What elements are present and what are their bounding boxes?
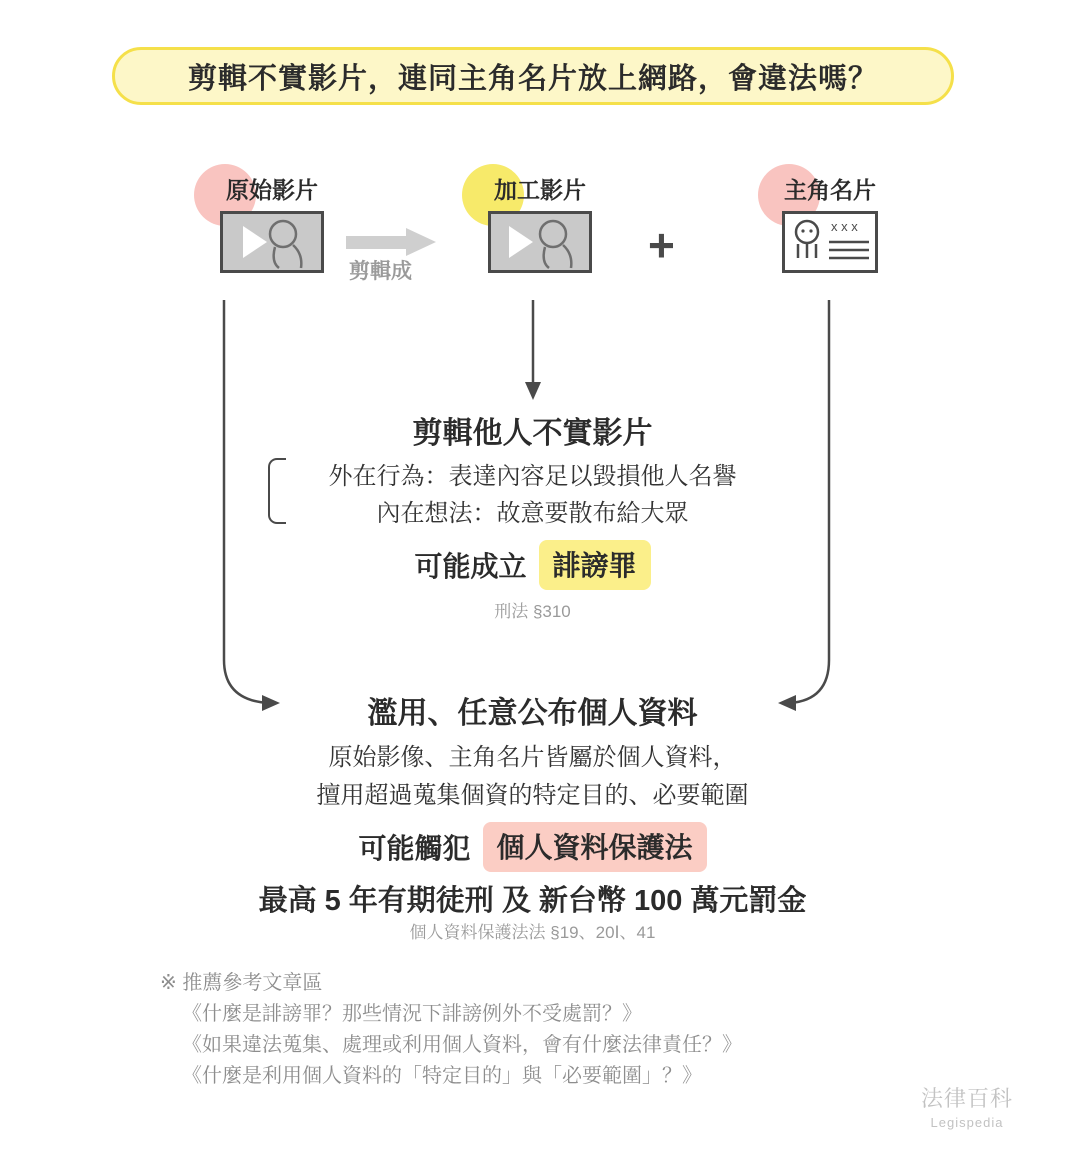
node-source-video xyxy=(172,172,372,273)
name-card-label: 主角名片 xyxy=(784,177,876,203)
edited-video-label: 加工影片 xyxy=(494,177,586,203)
privacy-law-ref: 個人資料保護法法 §19、20Ⅰ、41 xyxy=(409,923,656,942)
page-title-banner xyxy=(112,47,954,105)
defamation-result-row xyxy=(0,540,1065,590)
source-video-label: 原始影片 xyxy=(226,177,318,203)
svg-text:x x x: x x x xyxy=(831,219,858,234)
reference-link[interactable]: 《如果違法蒐集、處理或利用個人資料，會有什麼法律責任？》 xyxy=(182,1034,742,1056)
privacy-result-row xyxy=(0,822,1065,872)
defamation-result-tag: 誹謗罪 xyxy=(539,540,651,590)
reference-link[interactable]: 《什麼是利用個人資料的「特定目的」與「必要範圍」？》 xyxy=(182,1065,702,1087)
node-edited-video xyxy=(440,172,640,273)
defamation-result-lead: 可能成立 xyxy=(414,551,527,582)
reference-link[interactable]: 《什麼是誹謗罪？那些情況下誹謗例外不受處罰？》 xyxy=(182,1003,642,1025)
brand-name-cn: 法律百科 xyxy=(920,1086,1013,1111)
privacy-result-tag: 個人資料保護法 xyxy=(483,822,707,872)
video-doodle-icon xyxy=(223,214,321,270)
privacy-penalty: 最高 5 年有期徒刑 及 新台幣 100 萬元罰金 xyxy=(258,885,807,917)
privacy-line-1: 原始影像、主角名片皆屬於個人資料， xyxy=(328,744,737,771)
source-video-thumbnail xyxy=(220,211,324,273)
references-heading: ※ 推薦參考文章區 xyxy=(160,972,323,994)
references-block xyxy=(160,968,742,1092)
edit-arrow-label: 剪輯成 xyxy=(349,260,412,283)
edit-arrow-icon xyxy=(346,232,442,252)
privacy-line-2: 擅用超過蒐集個資的特定目的、必要範圍 xyxy=(316,782,749,809)
name-card-thumbnail xyxy=(782,211,878,273)
page-title: 剪輯不實影片，連同主角名片放上網路，會違法嗎？ xyxy=(187,62,878,95)
edited-video-thumbnail xyxy=(488,211,592,273)
defamation-point-inner: 內在想法：故意要散布給大眾 xyxy=(376,500,689,527)
brand-logo xyxy=(921,1082,1013,1130)
defamation-point-outer: 外在行為：表達內容足以毀損他人名譽 xyxy=(328,463,737,490)
defamation-law-ref: 刑法 §310 xyxy=(494,602,571,621)
video-doodle-icon xyxy=(491,214,589,270)
person-card-icon xyxy=(785,214,875,270)
privacy-result-lead: 可能觸犯 xyxy=(358,833,471,864)
plus-icon: + xyxy=(648,219,675,271)
node-name-card xyxy=(730,172,930,273)
brand-name-en: Legispedia xyxy=(930,1115,1004,1130)
defamation-heading: 剪輯他人不實影片 xyxy=(412,417,653,450)
privacy-heading: 濫用、任意公布個人資料 xyxy=(367,697,698,730)
